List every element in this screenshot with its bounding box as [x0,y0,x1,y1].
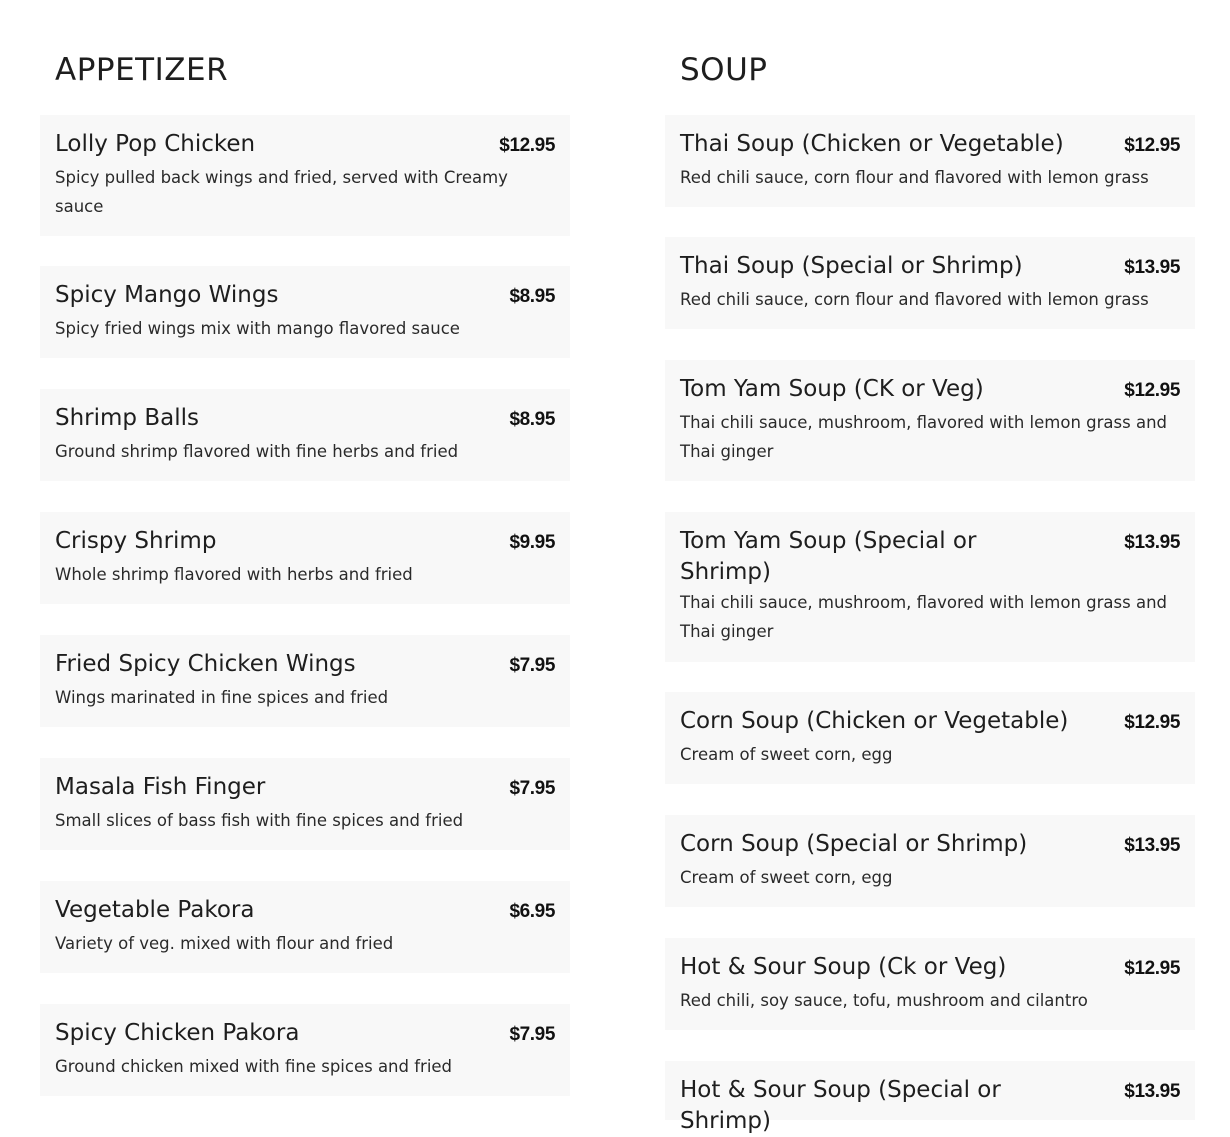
menu-item[interactable] [40,115,570,236]
item-description: Cream of sweet corn, egg [680,745,893,764]
item-description: Thai chili sauce, mushroom, flavored with lemon grass and Thai ginger [680,593,1167,641]
item-name: Thai Soup (Special or Shrimp) [680,253,1023,279]
item-price: $13.95 [1124,257,1180,278]
item-price: $9.95 [509,532,555,553]
menu-item[interactable] [665,938,1195,1030]
item-price: $8.95 [509,286,555,307]
menu-item[interactable] [40,512,570,604]
item-price: $12.95 [1124,958,1180,979]
menu-item[interactable] [665,692,1195,784]
item-description: Red chili, soy sauce, tofu, mushroom and cilantro [680,991,1088,1010]
item-description: Whole shrimp flavored with herbs and fried [55,565,413,584]
item-name: Corn Soup (Special or Shrimp) [680,831,1028,857]
item-description: Cream of sweet corn, egg [680,868,893,887]
item-price: $7.95 [509,1024,555,1045]
menu-item[interactable] [665,237,1195,329]
item-name: Crispy Shrimp [55,528,217,554]
item-price: $13.95 [1124,532,1180,553]
item-name: Hot & Sour Soup (Special or Shrimp) [680,1077,1001,1134]
menu-item[interactable] [665,1061,1195,1134]
item-name: Thai Soup (Chicken or Vegetable) [680,131,1064,157]
menu-item[interactable] [40,389,570,481]
item-name: Masala Fish Finger [55,774,266,800]
item-name: Vegetable Pakora [55,897,255,923]
menu-item[interactable] [40,266,570,358]
item-name: Tom Yam Soup (Special or Shrimp) [680,528,977,585]
menu-item[interactable] [665,815,1195,907]
item-price: $6.95 [509,901,555,922]
menu-item[interactable] [40,635,570,727]
item-price: $7.95 [509,778,555,799]
item-name: Fried Spicy Chicken Wings [55,651,356,677]
item-description: Red chili sauce, corn flour and flavored with lemon grass [680,290,1149,309]
item-name: Tom Yam Soup (CK or Veg) [680,376,984,402]
item-price: $12.95 [1124,712,1180,733]
item-price: $12.95 [1124,135,1180,156]
item-description: Thai chili sauce, mushroom, flavored with lemon grass and Thai ginger [680,413,1167,461]
item-price: $13.95 [1124,1081,1180,1102]
menu-item[interactable] [40,881,570,973]
menu-item[interactable] [665,512,1195,662]
menu-item[interactable] [40,758,570,850]
item-description: Ground shrimp flavored with fine herbs and fried [55,442,459,461]
item-name: Hot & Sour Soup (Ck or Veg) [680,954,1007,980]
menu-item[interactable] [665,360,1195,481]
item-price: $12.95 [499,135,555,156]
item-price: $7.95 [509,655,555,676]
menu-item[interactable] [40,1004,570,1096]
item-price: $12.95 [1124,380,1180,401]
section-title-soup: SOUP [680,52,768,88]
item-description: Small slices of bass fish with fine spices and fried [55,811,464,830]
item-name: Spicy Chicken Pakora [55,1020,300,1046]
item-description: Spicy pulled back wings and fried, served with Creamy sauce [55,168,508,216]
item-name: Shrimp Balls [55,405,199,431]
item-description: Red chili sauce, corn flour and flavored with lemon grass [680,168,1149,187]
item-description: Spicy fried wings mix with mango flavored sauce [55,319,460,338]
item-description: Wings marinated in fine spices and fried [55,688,389,707]
item-price: $13.95 [1124,835,1180,856]
item-description: Ground chicken mixed with fine spices and fried [55,1057,453,1076]
menu-item[interactable] [665,115,1195,207]
item-name: Lolly Pop Chicken [55,131,256,157]
item-description: Variety of veg. mixed with flour and fried [55,934,394,953]
item-price: $8.95 [509,409,555,430]
item-name: Corn Soup (Chicken or Vegetable) [680,708,1069,734]
section-title-appetizer: APPETIZER [55,52,229,88]
item-name: Spicy Mango Wings [55,282,279,308]
